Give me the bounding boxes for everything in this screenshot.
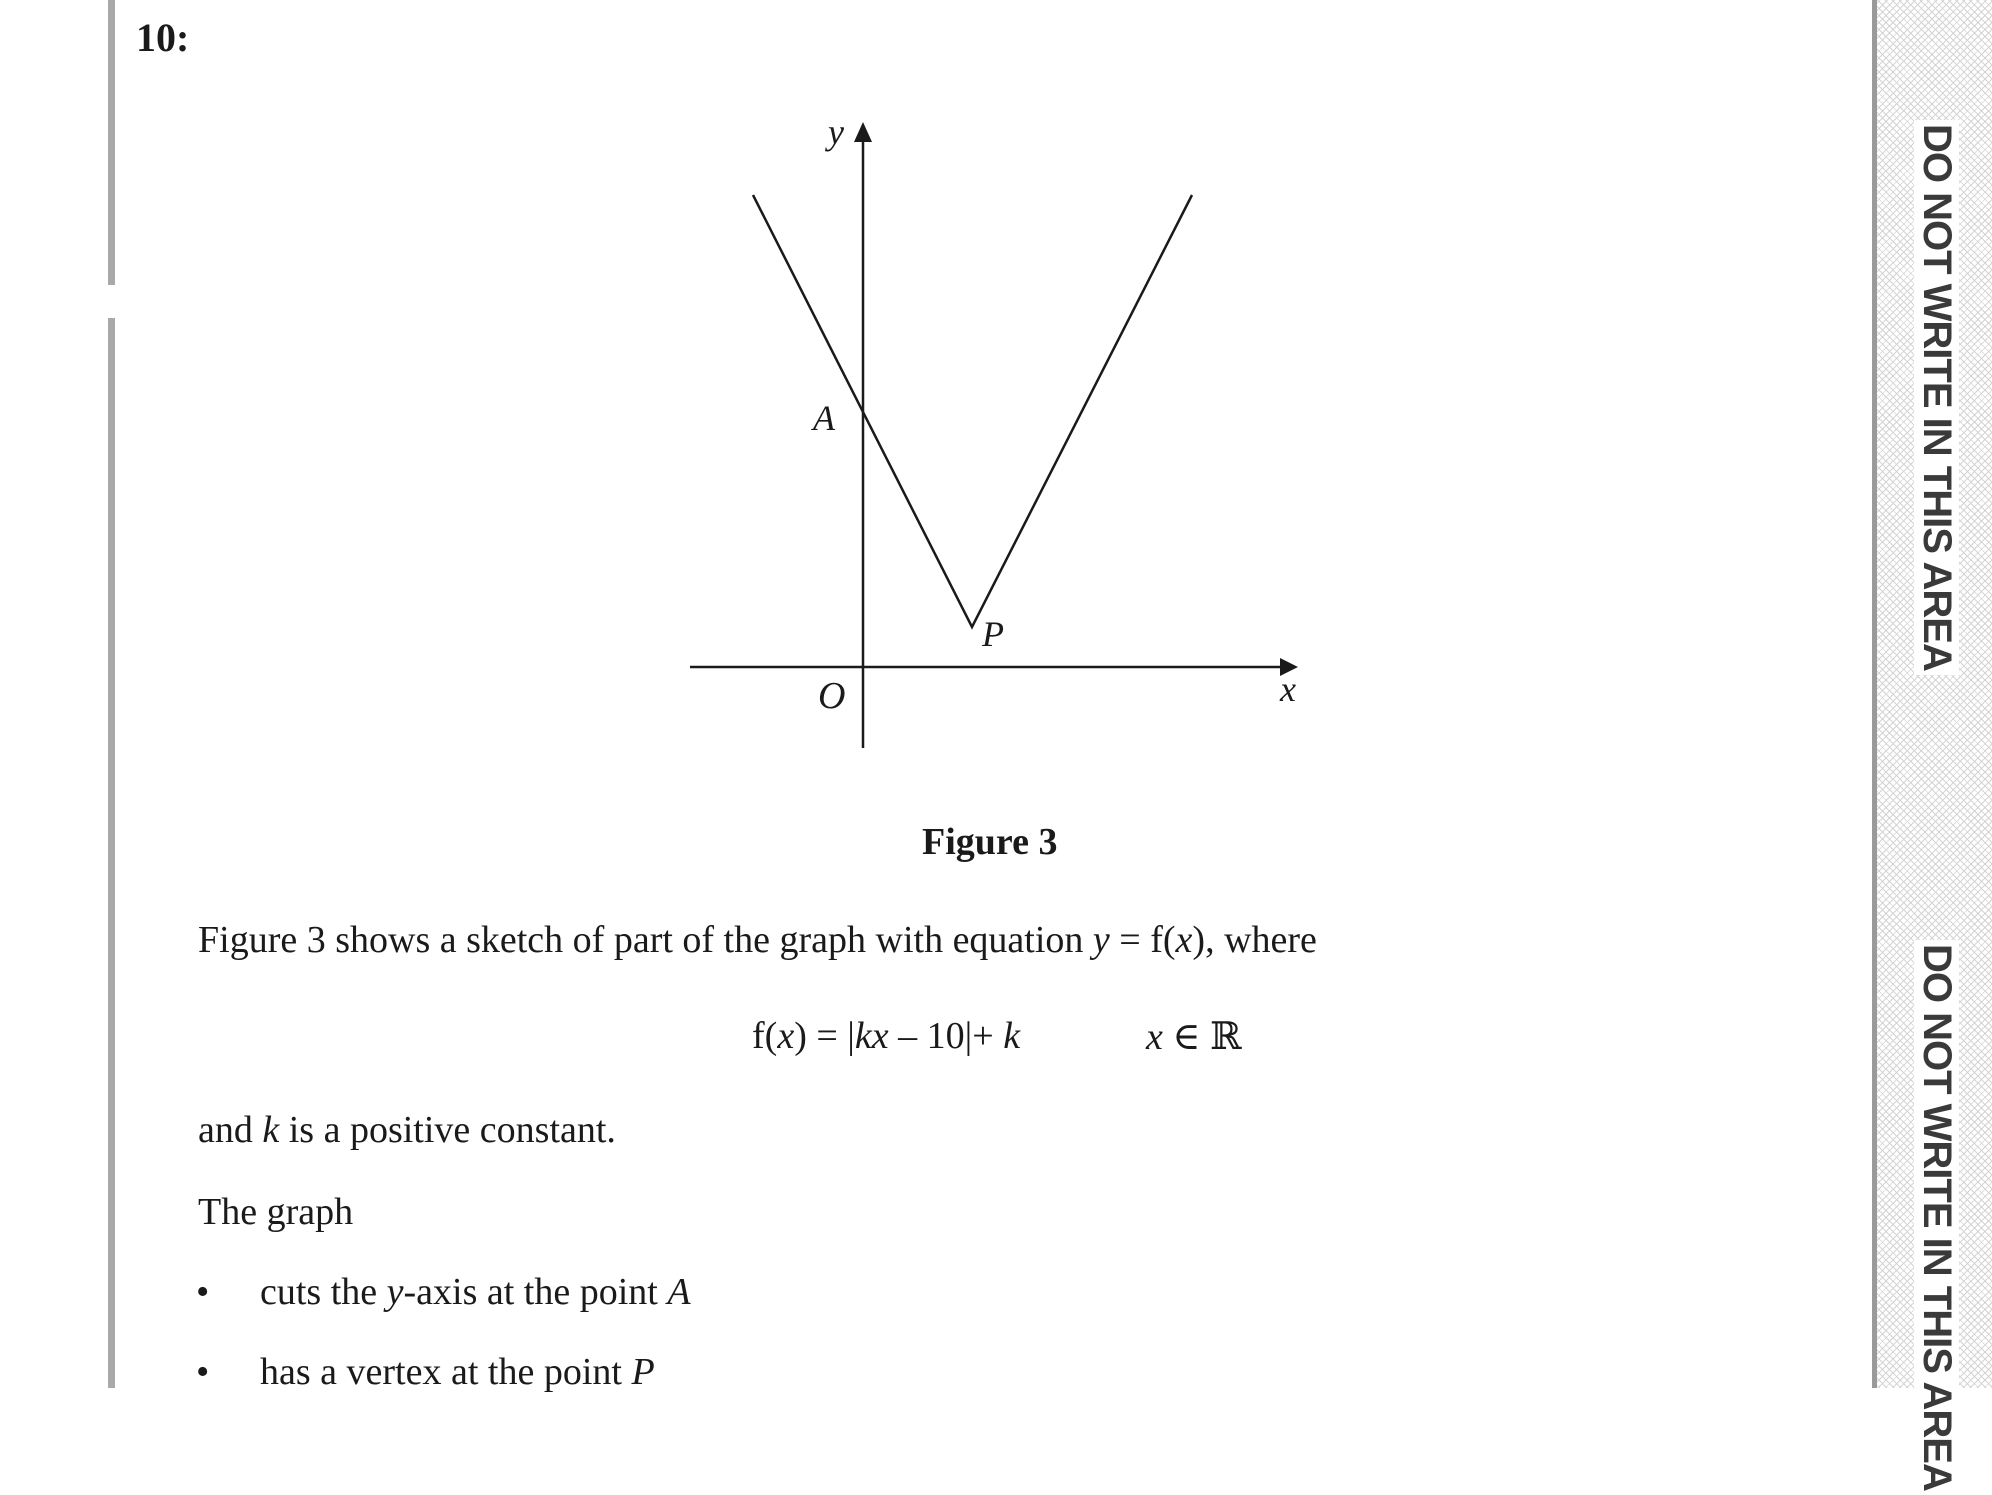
domain-var-x: x xyxy=(1146,1016,1163,1058)
eq-equals: ) = | xyxy=(794,1015,855,1057)
question-number: 10: xyxy=(136,15,190,60)
bullet1-mid: -axis at the point xyxy=(403,1271,668,1313)
figure-caption: Figure 3 xyxy=(922,821,1058,863)
intro-var-y: y xyxy=(1092,919,1110,961)
bullet-dot-1: • xyxy=(196,1271,210,1313)
and-suffix: is a positive constant. xyxy=(279,1109,616,1151)
domain-set: ∈ ℝ xyxy=(1162,1016,1242,1058)
point-p-label: P xyxy=(982,614,1004,654)
margin-warning-2: DO NOT WRITE IN THIS AREA xyxy=(1914,940,1959,1495)
constant-paragraph xyxy=(198,1108,616,1152)
figure-3-graph xyxy=(0,0,1860,800)
point-a-label: A xyxy=(813,398,835,438)
y-axis-label: y xyxy=(828,112,844,152)
intro-text-start: Figure 3 shows a sketch of part of the graph with equation xyxy=(198,919,1093,961)
bullet-item-2 xyxy=(260,1350,655,1394)
and-var-k: k xyxy=(262,1109,280,1151)
x-axis-label: x xyxy=(1280,669,1296,709)
bullet2-prefix: has a vertex at the point xyxy=(260,1351,632,1393)
eq-mid: – 10|+ xyxy=(888,1015,1004,1057)
bullet-item-1 xyxy=(260,1270,691,1314)
eq-var-k2: k xyxy=(1003,1015,1021,1057)
bullet1-prefix: cuts the xyxy=(260,1271,387,1313)
the-graph-heading: The graph xyxy=(198,1191,354,1233)
bullet1-var-y: y xyxy=(386,1271,404,1313)
intro-var-x: x xyxy=(1175,919,1193,961)
origin-label: O xyxy=(818,675,846,717)
eq-var-x: x xyxy=(777,1015,795,1057)
eq-var-k1: k xyxy=(854,1015,872,1057)
function-domain xyxy=(1146,1014,1242,1059)
function-equation xyxy=(752,1014,1020,1058)
and-prefix: and xyxy=(198,1109,263,1151)
eq-var-x2: x xyxy=(871,1015,889,1057)
intro-paragraph xyxy=(198,918,1317,962)
bullet-dot-2: • xyxy=(196,1351,210,1393)
bullet1-var-a: A xyxy=(667,1271,691,1313)
y-axis-arrow xyxy=(854,122,872,142)
margin-border-line xyxy=(1872,0,1877,1388)
intro-text-end: ), where xyxy=(1192,919,1317,961)
intro-text-eq: = f( xyxy=(1109,919,1176,961)
bullet2-var-p: P xyxy=(631,1351,655,1393)
margin-warning-1: DO NOT WRITE IN THIS AREA xyxy=(1914,120,1959,675)
eq-f: f( xyxy=(752,1015,778,1057)
